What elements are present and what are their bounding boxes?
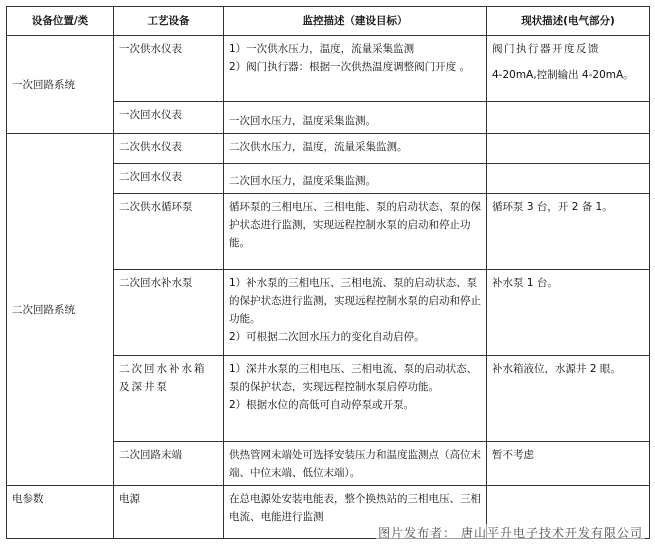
- monitor-line: 1）补水泵的三相电压、三相电流、泵的启动状态、泵的保护状态进行监测，实现远程控制水泵的启动和停止功能。: [229, 277, 481, 325]
- status-cell: 循环泵 3 台，开 2 备 1。: [487, 194, 650, 270]
- monitor-line: 2）可根据二次回水压力的变化自动启停。: [229, 331, 425, 343]
- monitor-cell: [224, 270, 487, 356]
- status-cell: 暂不考虑: [487, 442, 650, 486]
- monitor-cell: [224, 356, 487, 442]
- header-equipment: 工艺设备: [114, 7, 224, 36]
- monitor-cell: [224, 36, 487, 102]
- monitor-cell: 二次供水压力，温度，流量采集监测。: [224, 134, 487, 164]
- device-cell: 一次回水仪表: [114, 102, 224, 134]
- publisher-watermark: 图片发布者： 唐山平升电子技术开发有限公司: [378, 526, 643, 540]
- status-line: 4-20mA,控制输出 4-20mA。: [492, 69, 634, 81]
- header-location: 设备位置/类: [7, 7, 114, 36]
- spec-table: [6, 6, 650, 539]
- device-cell: 二次回水补水泵: [114, 270, 224, 356]
- status-cell: 补水箱液位，水源井 2 眼。: [487, 356, 650, 442]
- status-line: 阀门执行器开度反馈: [492, 43, 600, 55]
- group-primary-loop: 一次回路系统: [7, 36, 114, 134]
- device-cell: 电源: [114, 486, 224, 539]
- device-cell: 二次供水循环泵: [114, 194, 224, 270]
- device-cell: 二次回水补水箱及深井泵: [114, 356, 224, 442]
- status-cell: [487, 36, 650, 102]
- header-monitoring: 监控描述（建设目标）: [224, 7, 487, 36]
- header-row: [7, 7, 650, 36]
- monitor-cell: 供热管网末端处可选择安装压力和温度监测点（高位末端、中位末端、低位末端）。: [224, 442, 487, 486]
- group-electric: 电参数: [7, 486, 114, 539]
- header-status: 现状描述(电气部分): [487, 7, 650, 36]
- status-cell: [487, 102, 650, 134]
- status-cell: 补水泵 1 台。: [487, 270, 650, 356]
- monitor-line: 1）一次供水压力，温度，流量采集监测: [229, 43, 415, 55]
- monitor-cell: 循环泵的三相电压、三相电能、泵的启动状态、泵的保护状态进行监测，实现远程控制水泵的启动和停止功能。: [224, 194, 487, 270]
- status-cell: [487, 164, 650, 194]
- device-cell: 二次供水仪表: [114, 134, 224, 164]
- monitor-cell: 二次回水压力，温度采集监测。: [224, 164, 487, 194]
- table-row: [7, 36, 650, 102]
- monitor-line: 2）根据水位的高低可自动停泵或开泵。: [229, 399, 415, 411]
- monitor-cell: 一次回水压力，温度采集监测。: [224, 102, 487, 134]
- device-cell: 二次回路末端: [114, 442, 224, 486]
- device-cell: 二次回水仪表: [114, 164, 224, 194]
- monitor-line: 1）深井水泵的三相电压、三相电流、泵的启动状态、泵的保护状态，实现远程控制水泵启停功能。: [229, 363, 478, 393]
- monitor-text: 在总电源处安装电能表，整个换热站的三相电压、三相电流、电能进行监测: [229, 493, 481, 523]
- status-cell: [487, 134, 650, 164]
- group-secondary-loop: 二次回路系统: [7, 134, 114, 486]
- device-cell: 一次供水仪表: [114, 36, 224, 102]
- table-row: [7, 134, 650, 164]
- monitor-line: 2）阀门执行器：根据一次供热温度调整阀门开度 。: [229, 61, 471, 73]
